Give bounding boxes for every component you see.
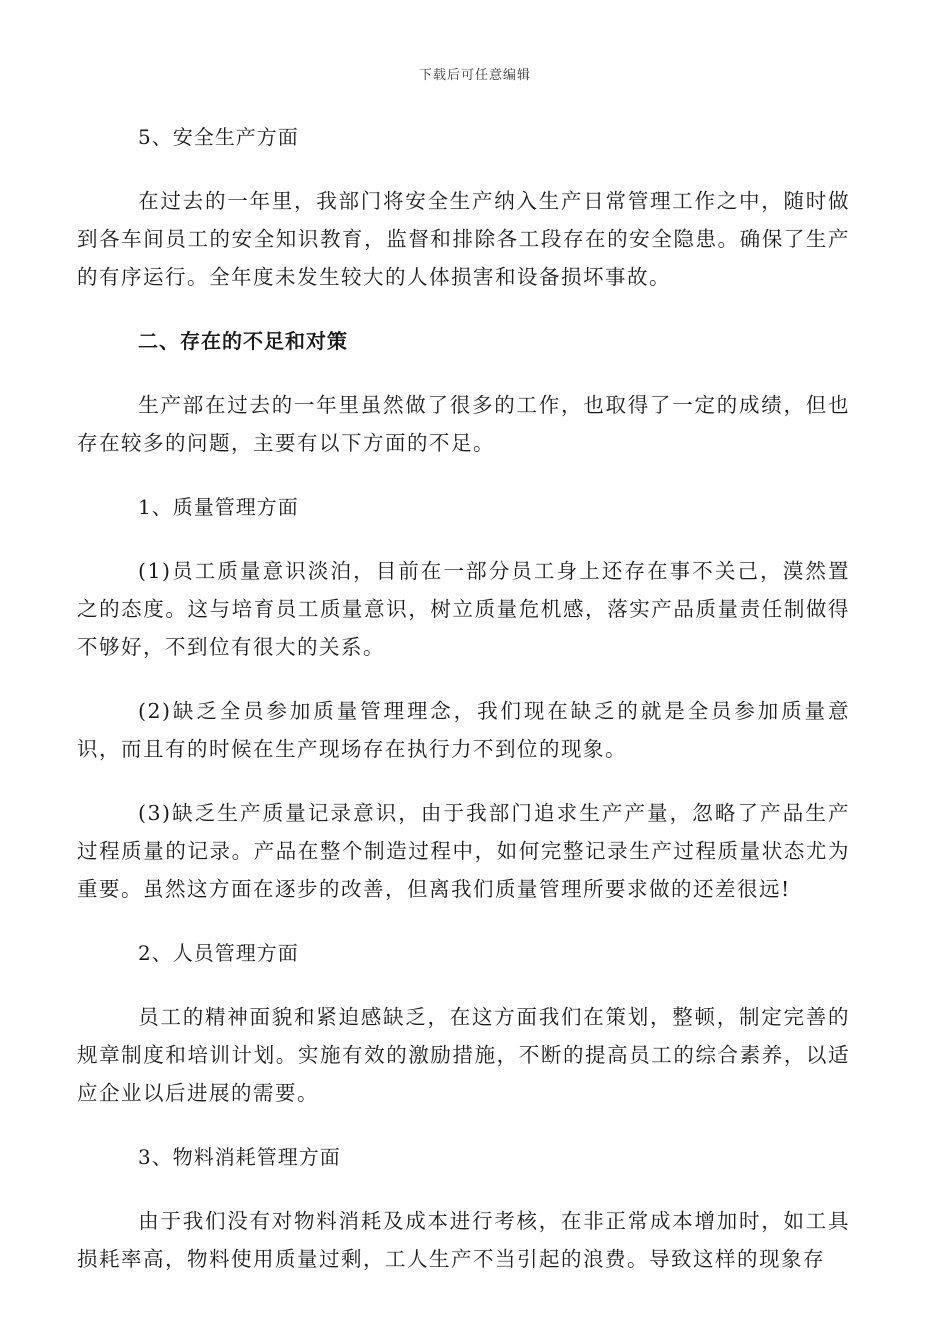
paragraph-quality-1: (1)员工质量意识淡泊，目前在一部分员工身上还存在事不关己，漠然置之的态度。这与培育员工质量意识，树立质量危机感，落实产品质量责任制做得不够好，不到位有很大的关系。: [77, 559, 850, 659]
paragraph-shortcomings-intro: 生产部在过去的一年里虽然做了很多的工作，也取得了一定的成绩，但也存在较多的问题，主要有以下方面的不足。: [77, 393, 850, 455]
paragraph-personnel: 员工的精神面貌和紧迫感缺乏，在这方面我们在策划，整顿，制定完善的规章制度和培训计划。实施有效的激励措施，不断的提高员工的综合素养，以适应企业以后进展的需要。: [77, 1005, 850, 1105]
section-heading-safety: 5、安全生产方面: [138, 125, 299, 149]
paragraph-quality-2: (2)缺乏全员参加质量管理理念，我们现在缺乏的就是全员参加质量意识，而且有的时候在生产现场存在执行力不到位的现象。: [77, 699, 850, 761]
document-body: [77, 118, 850, 1304]
paragraph-safety: 在过去的一年里，我部门将安全生产纳入生产日常管理工作之中，随时做到各车间员工的安全知识教育，监督和排除各工段存在的安全隐患。确保了生产的有序运行。全年度未发生较大的人体损害和设备损坏事故。: [77, 189, 850, 289]
section-heading-quality: 1、质量管理方面: [138, 495, 299, 519]
chapter-heading-shortcomings: 二、存在的不足和对策: [138, 329, 348, 353]
page-header: 下载后可任意编辑: [418, 68, 531, 83]
section-heading-personnel: 2、人员管理方面: [138, 941, 299, 965]
paragraph-materials: 由于我们没有对物料消耗及成本进行考核，在非正常成本增加时，如工具损耗率高，物料使用质量过剩，工人生产不当引起的浪费。导致这样的现象存: [77, 1209, 850, 1271]
section-heading-materials: 3、物料消耗管理方面: [138, 1145, 341, 1169]
paragraph-quality-3: (3)缺乏生产质量记录意识，由于我部门追求生产产量，忽略了产品生产过程质量的记录。产品在整个制造过程中，如何完整记录生产过程质量状态尤为重要。虽然这方面在逐步的改善，但离我们质量管理所要求做的还差很远!: [77, 801, 850, 901]
